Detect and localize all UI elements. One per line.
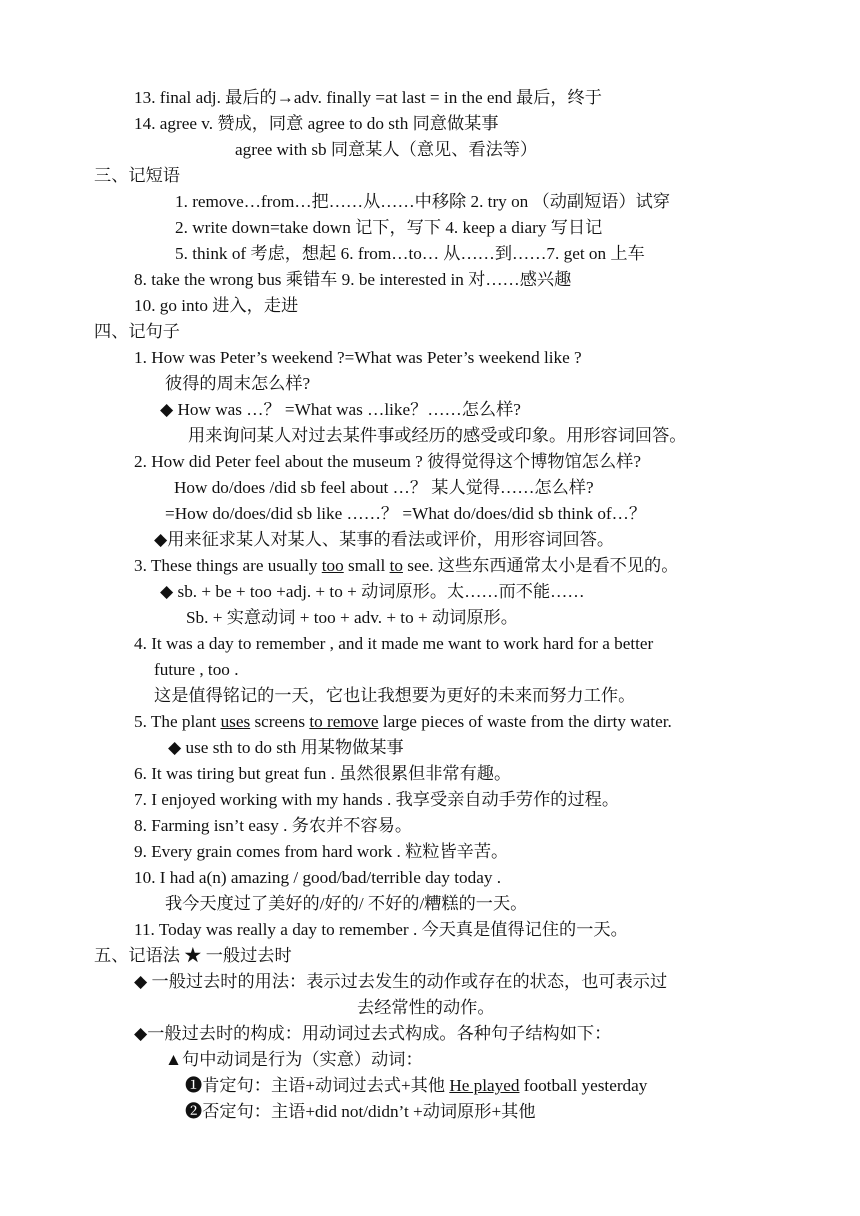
underlined-to-remove: to remove: [309, 712, 379, 731]
sentence-2-note: ◆用来征求某人对某人、某事的看法或评价，用形容词回答。: [154, 530, 615, 549]
phrase-line-1: 1. remove…from…把……从……中移除 2. try on （动副短语）试穿: [175, 192, 671, 211]
section-heading-grammar: 五、记语法 ★ 一般过去时: [94, 946, 292, 965]
vocab-item-14: 14. agree v. 赞成，同意 agree to do sth 同意做某事: [134, 114, 499, 133]
sentence-4-translation: 这是值得铭记的一天，它也让我想要为更好的未来而努力工作。: [154, 686, 636, 705]
sentence-5-part: 5. The plant: [134, 712, 221, 731]
phrase-line-4: 8. take the wrong bus 乘错车 9. be interested in 对……感兴趣: [134, 270, 572, 289]
sentence-8: 8. Farming isn’t easy . 务农并不容易。: [134, 816, 413, 835]
sentence-3-part: small: [343, 556, 390, 575]
grammar-usage-cont: 去经常性的动作。: [357, 998, 495, 1017]
sentence-6: 6. It was tiring but great fun . 虽然很累但非常有趣。: [134, 764, 512, 783]
underlined-uses: uses: [220, 712, 251, 731]
sentence-5-part: large pieces of waste from the dirty water.: [378, 712, 672, 731]
sentence-4: 4. It was a day to remember , and it made me want to work hard for a better: [134, 634, 654, 653]
sentence-4-cont: future , too .: [154, 660, 239, 679]
sentence-3: [134, 555, 678, 577]
sentence-1-note: 用来询问某人对过去某件事或经历的感受或印象。用形容词回答。: [188, 426, 687, 445]
grammar-structure: ◆一般过去时的构成：用动词过去式构成。各种句子结构如下：: [134, 1024, 612, 1043]
sentence-2-pattern: How do/does /did sb feel about …？ 某人觉得……怎么样?: [174, 478, 594, 497]
sentence-1: 1. How was Peter’s weekend ?=What was Peter’s weekend like ?: [134, 348, 582, 367]
grammar-affirmative: [185, 1075, 647, 1097]
sentence-1-pattern: ◆ How was …？ =What was …like？……怎么样?: [160, 400, 521, 419]
sentence-2-pattern-alt: =How do/does/did sb like ……？ =What do/does/did sb think of…？: [165, 504, 647, 523]
sentence-10-translation: 我今天度过了美好的/好的/ 不好的/糟糕的一天。: [165, 894, 528, 913]
sentence-3-pattern: ◆ sb. + be + too +adj. + to + 动词原形。太……而不能……: [160, 582, 585, 601]
grammar-affirmative-part: ❶肯定句：主语+动词过去式+其他: [185, 1076, 450, 1095]
phrase-line-2: 2. write down=take down 记下，写下 4. keep a diary 写日记: [175, 218, 603, 237]
phrase-line-3: 5. think of 考虑，想起 6. from…to… 从……到……7. get on 上车: [175, 244, 645, 263]
sentence-10: 10. I had a(n) amazing / good/bad/terrible day today .: [134, 868, 502, 887]
sentence-7: 7. I enjoyed working with my hands . 我享受亲自动手劳作的过程。: [134, 790, 620, 809]
sentence-5-part: screens: [250, 712, 310, 731]
section-heading-phrases: 三、记短语: [94, 166, 180, 185]
sentence-11: 11. Today was really a day to remember . 今天真是值得记住的一天。: [134, 920, 628, 939]
grammar-verb-type: ▲句中动词是行为（实意）动词：: [165, 1050, 423, 1069]
sentence-5-pattern: ◆ use sth to do sth 用某物做某事: [168, 738, 404, 757]
underlined-too: too: [321, 556, 344, 575]
sentence-3-part: 3. These things are usually: [134, 556, 322, 575]
vocab-item-14-extra: agree with sb 同意某人（意见、看法等）: [235, 140, 538, 159]
grammar-negative: ❷否定句：主语+did not/didn’t +动词原形+其他: [185, 1102, 536, 1121]
sentence-1-translation: 彼得的周末怎么样?: [165, 374, 311, 393]
grammar-usage: ◆ 一般过去时的用法：表示过去发生的动作或存在的状态，也可表示过: [134, 972, 668, 991]
underlined-to: to: [389, 556, 403, 575]
sentence-5: [134, 711, 672, 733]
sentence-2: 2. How did Peter feel about the museum ? 彼得觉得这个博物馆怎么样?: [134, 452, 641, 471]
grammar-affirmative-part: football yesterday: [519, 1076, 648, 1095]
phrase-line-5: 10. go into 进入，走进: [134, 296, 299, 315]
vocab-item-13: 13. final adj. 最后的→adv. finally =at last = in the end 最后，终于: [134, 88, 602, 107]
sentence-3-pattern-alt: Sb. + 实意动词 + too + adv. + to + 动词原形。: [186, 608, 518, 627]
underlined-he-played: He played: [449, 1076, 520, 1095]
section-heading-sentences: 四、记句子: [94, 322, 180, 341]
sentence-9: 9. Every grain comes from hard work . 粒粒皆辛苦。: [134, 842, 509, 861]
sentence-3-part: see. 这些东西通常太小是看不见的。: [402, 556, 679, 575]
